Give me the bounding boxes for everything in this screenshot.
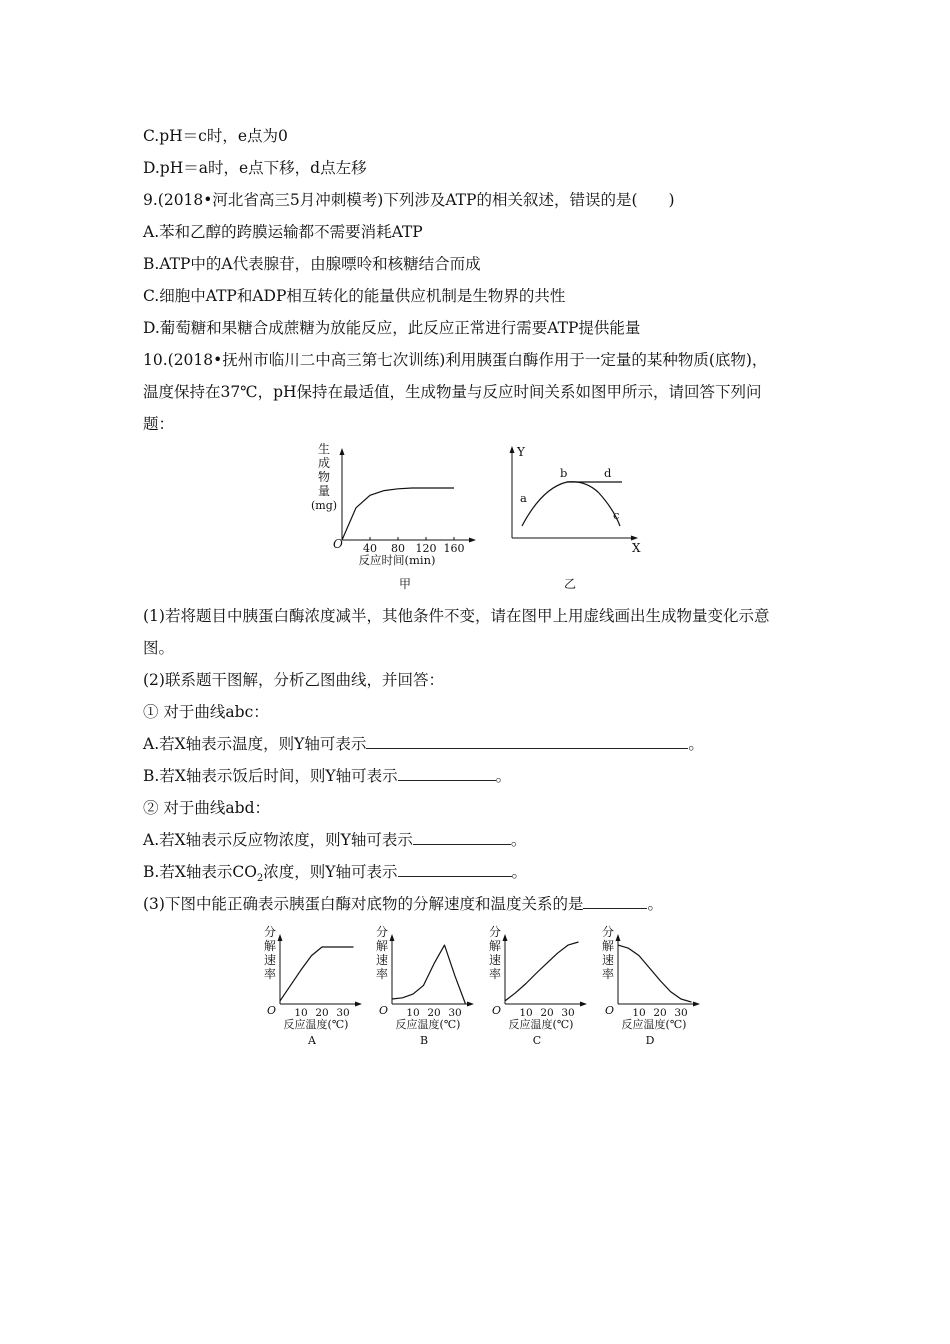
chart-tick-label: 10	[632, 1007, 646, 1019]
chart-xlabel: 反应温度(℃)	[508, 1018, 574, 1031]
chart-tick-label: 20	[315, 1007, 329, 1019]
chart-ylabel-char: 速	[601, 953, 615, 967]
q9-option-d: D.葡萄糖和果糖合成蔗糖为放能反应，此反应正常进行需要ATP提供能量	[143, 319, 641, 337]
chart-option-a	[258, 924, 370, 1049]
svg-text:物: 物	[317, 470, 331, 484]
chart-x-arrow	[355, 1002, 362, 1007]
chart-ylabel-char: 速	[488, 953, 502, 967]
chart-ylabel-char: 率	[601, 967, 615, 981]
chart-tick-label: 10	[406, 1007, 420, 1019]
chart-ylabel-char: 分	[488, 925, 502, 939]
chart-origin: O	[267, 1004, 277, 1017]
chart-y-arrow	[616, 934, 621, 941]
chart-y-arrow	[390, 934, 395, 941]
chart-tick-label: 30	[448, 1007, 462, 1019]
part-2-item-2: ② 对于曲线abd：	[143, 799, 271, 817]
part-2-item-1: ① 对于曲线abc：	[143, 703, 269, 721]
chart-ylabel-char: 解	[375, 939, 389, 953]
figure-jia-origin: O	[333, 537, 343, 551]
question-10-stem-3: 题：	[143, 415, 175, 433]
chart-origin: O	[605, 1004, 615, 1017]
figure-yi-y-axis: Y	[517, 445, 525, 459]
question-10-stem-1: 10.(2018•抚州市临川二中高三第七次训练)利用胰蛋白酶作用于一定量的某种物质(底物)，	[143, 351, 768, 369]
svg-text:量: 量	[317, 484, 331, 498]
chart-tick-label: 20	[540, 1007, 554, 1019]
chart-xlabel: 反应温度(℃)	[621, 1018, 687, 1031]
chart-tick-label: 10	[294, 1007, 308, 1019]
figure-yi	[500, 440, 650, 595]
chart-xlabel: 反应温度(℃)	[395, 1018, 461, 1031]
question-10-part-1: (1)若将题目中胰蛋白酶浓度减半，其他条件不变，请在图甲上用虚线画出生成物量变化示意	[143, 607, 770, 625]
chart-tick-label: 20	[427, 1007, 441, 1019]
svg-text:成: 成	[317, 456, 331, 470]
chart-ylabel-char: 解	[601, 939, 615, 953]
chart-tick-label: 30	[561, 1007, 575, 1019]
figure-jia-ylabel	[311, 441, 337, 512]
question-10-part-1-cont: 图。	[143, 639, 175, 657]
chart-ylabel-char: 速	[263, 953, 277, 967]
chart-option-c	[483, 924, 595, 1049]
figure-yi-curve-abc	[522, 482, 620, 526]
chart-curve	[280, 947, 354, 1001]
figure-yi-caption: 乙	[563, 577, 577, 591]
answer-blank[interactable]	[398, 862, 512, 877]
chart-ylabel-char: 分	[601, 925, 615, 939]
chart-origin: O	[379, 1004, 389, 1017]
chart-tick-label: 20	[653, 1007, 667, 1019]
chart-caption: A	[308, 1034, 316, 1047]
part-2-item-1a: A.若X轴表示温度，则Y轴可表示 。	[143, 735, 704, 753]
chart-origin: O	[492, 1004, 502, 1017]
chart-caption: C	[532, 1034, 542, 1047]
q9-option-c: C.细胞中ATP和ADP相互转化的能量供应机制是生物界的共性	[143, 287, 566, 305]
chart-ylabel-char: 解	[488, 939, 502, 953]
figure-jia	[300, 440, 480, 595]
chart-curve	[392, 945, 466, 1004]
figure-yi-x-axis: X	[632, 541, 641, 555]
figure-jia-tick-label: 80	[391, 542, 405, 555]
answer-blank[interactable]	[413, 830, 511, 845]
chart-y-arrow	[503, 934, 508, 941]
figure-jia-curve	[342, 488, 454, 540]
chart-option-d	[596, 924, 708, 1049]
question-10-stem-2: 温度保持在37℃，pH保持在最适值，生成物量与反应时间关系如图甲所示，请回答下列问	[143, 383, 762, 401]
chart-xlabel: 反应温度(℃)	[283, 1018, 349, 1031]
answer-blank[interactable]	[398, 766, 496, 781]
figure-jia-tick-label: 120	[415, 542, 437, 555]
chart-tick-label: 10	[519, 1007, 533, 1019]
chart-curve	[618, 945, 692, 1002]
figure-jia-tick-label: 40	[363, 542, 377, 555]
figure-jia-tick-label: 160	[443, 542, 465, 555]
chart-caption: B	[419, 1034, 429, 1047]
question-10-part-3: (3)下图中能正确表示胰蛋白酶对底物的分解速度和温度关系的是 。	[143, 895, 663, 913]
part-2-item-2b: B.若X轴表示$CO_2$浓度，则Y轴可表示 。	[143, 863, 528, 885]
figure-jia-caption: 甲	[398, 577, 412, 591]
option-d-prev: D.pH＝a时，e点下移，d点左移	[143, 159, 367, 177]
chart-ylabel-char: 分	[375, 925, 389, 939]
part-2-item-2a: A.若X轴表示反应物浓度，则Y轴可表示 。	[143, 831, 527, 849]
figure-yi-point-a: a	[520, 491, 527, 505]
q9-option-a: A.苯和乙醇的跨膜运输都不需要消耗ATP	[143, 223, 423, 241]
chart-ylabel-char: 速	[375, 953, 389, 967]
chart-tick-label: 30	[336, 1007, 350, 1019]
figure-yi-point-d: d	[604, 466, 612, 480]
option-c-prev: C.pH＝c时，e点为0	[143, 127, 288, 145]
chart-y-arrow	[278, 934, 283, 941]
part-2-item-1b: B.若X轴表示饭后时间，则Y轴可表示 。	[143, 767, 512, 785]
chart-tick-label: 30	[674, 1007, 688, 1019]
figure-yi-point-b: b	[560, 466, 568, 480]
figure-jia-xlabel: 反应时间(min)	[358, 553, 436, 567]
question-10-part-2: (2)联系题干图解，分析乙图曲线，并回答：	[143, 671, 444, 689]
figure-yi-point-c: c	[613, 508, 620, 522]
chart-ylabel-char: 率	[488, 967, 502, 981]
chart-x-arrow	[467, 1002, 474, 1007]
chart-ylabel-char: 分	[263, 925, 277, 939]
chart-x-arrow	[693, 1002, 700, 1007]
answer-blank[interactable]	[366, 734, 688, 749]
q9-option-b: B.ATP中的A代表腺苷，由腺嘌呤和核糖结合而成	[143, 255, 481, 273]
chart-curve	[505, 942, 579, 1001]
svg-text:(mg): (mg)	[310, 499, 338, 512]
chart-option-b	[370, 924, 482, 1049]
chart-ylabel-char: 解	[263, 939, 277, 953]
chart-x-arrow	[580, 1002, 587, 1007]
answer-blank[interactable]	[583, 894, 647, 909]
chart-caption: D	[645, 1034, 655, 1047]
chart-ylabel-char: 率	[375, 967, 389, 981]
question-9-stem: 9.(2018•河北省高三5月冲刺模考)下列涉及ATP的相关叙述，错误的是( )	[143, 191, 675, 209]
svg-text:生: 生	[317, 442, 331, 456]
chart-ylabel-char: 率	[263, 967, 277, 981]
